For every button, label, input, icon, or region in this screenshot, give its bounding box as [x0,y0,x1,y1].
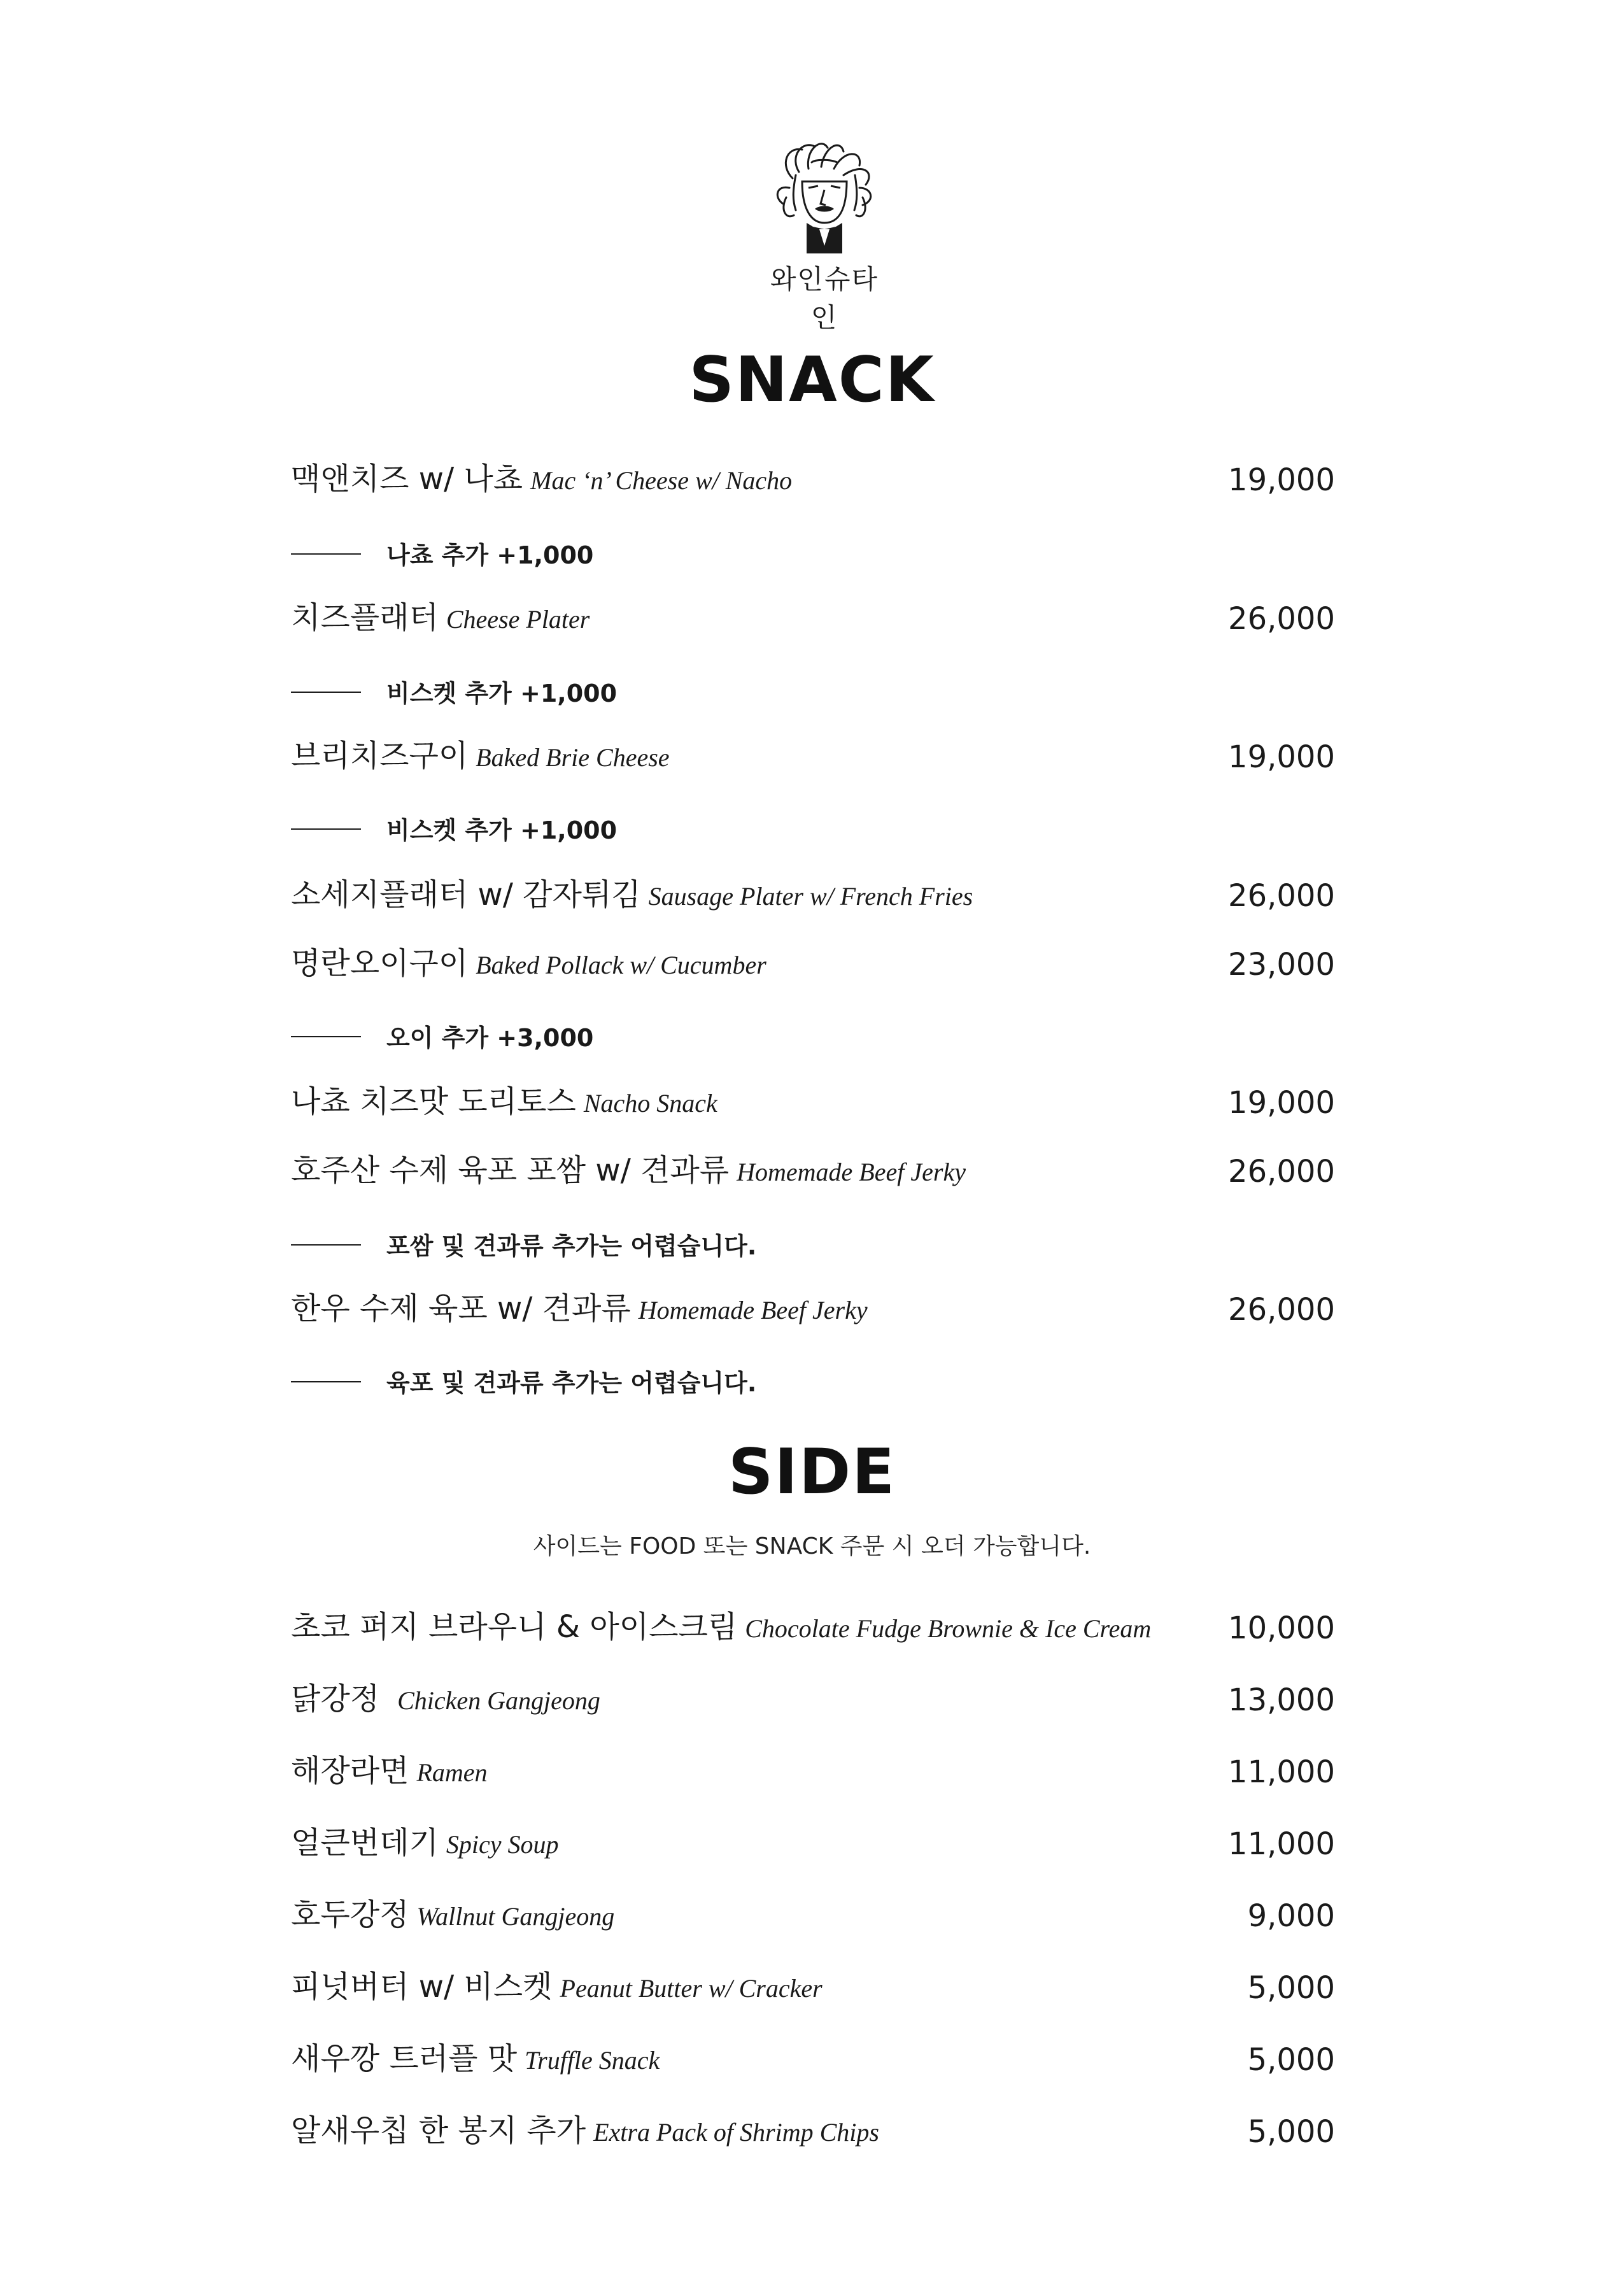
menu-item [291,597,1335,642]
menu-item [291,1679,1335,1723]
note-text: 오이 추가 +3,000 [386,1024,594,1052]
note-text: 비스켓 추가 +1,000 [386,816,618,844]
side-note: 사이드는 FOOD 또는 SNACK 주문 시 오더 가능합니다. [533,1533,1091,1559]
item-name-en: Chicken Gangjeong [397,1686,600,1715]
note-text: 포쌈 및 견과류 추가는 어렵습니다. [386,1232,757,1260]
item-name-en: Baked Pollack w/ Cucumber [476,951,766,979]
menu-item [291,2038,1335,2083]
menu-item [291,735,1335,780]
item-name-ko: 해장라면 [291,1753,409,1789]
item-name-en: Cheese Plater [446,605,590,634]
item-name-en: Baked Brie Cheese [476,743,670,772]
item-name-ko: 얼큰번데기 [291,1825,439,1861]
item-price: 5,000 [1247,2042,1335,2078]
item-name-ko: 피넛버터 w/ 비스켓 [291,1969,553,2005]
item-name-ko: 맥앤치즈 w/ 나쵸 [291,461,523,497]
menu-item [291,1750,1335,1795]
item-name-en: Spicy Soup [446,1830,559,1859]
note-text: 나쵸 추가 +1,000 [386,541,594,569]
logo-text: 와인슈타인 [770,264,879,333]
item-price: 26,000 [1228,601,1335,637]
item-name-en: Nacho Snack [583,1089,717,1118]
item-name-ko: 새우깡 트러플 맛 [291,2041,518,2077]
item-note [291,1360,1182,1398]
logo [761,134,888,333]
menu-item [291,943,1335,988]
item-name-ko: 한우 수제 육포 w/ 견과류 [291,1291,631,1326]
item-name-ko: 명란오이구이 [291,946,469,981]
item-name-en: Truffle Snack [525,2046,660,2075]
item-price: 11,000 [1228,1826,1335,1862]
note-dash [291,553,361,555]
note-dash [291,1036,361,1037]
item-name-en: Wallnut Gangjeong [416,1902,615,1931]
item-price: 5,000 [1247,2114,1335,2150]
item-note [291,670,1182,708]
item-name-ko: 브리치즈구이 [291,738,469,774]
item-name-en: Extra Pack of Shrimp Chips [593,2118,879,2147]
item-name-en: Sausage Plater w/ French Fries [648,882,973,911]
menu-item [291,2110,1335,2155]
item-price: 26,000 [1228,878,1335,914]
item-price: 5,000 [1247,1970,1335,2006]
menu-item [291,874,1335,919]
menu-item [291,1150,1335,1195]
item-price: 26,000 [1228,1154,1335,1189]
item-name-en: Peanut Butter w/ Cracker [560,1974,823,2003]
item-name-ko: 소세지플래터 w/ 감자튀김 [291,877,641,912]
item-name-ko: 알새우칩 한 봉지 추가 [291,2113,586,2148]
menu-item [291,1966,1335,2011]
menu-item [291,1288,1335,1333]
item-price: 19,000 [1228,1085,1335,1121]
item-name-ko: 호주산 수제 육포 포쌈 w/ 견과류 [291,1153,730,1188]
item-name-ko: 초코 퍼지 브라우니 & 아이스크림 [291,1609,738,1645]
side-title: SIDE [728,1436,896,1509]
menu-item [291,1081,1335,1126]
item-name-ko: 닭강정 [291,1681,380,1717]
item-name-ko: 치즈플래터 [291,600,439,635]
einstein-face-icon [767,134,882,255]
item-note [291,1014,1182,1053]
menu-item [291,1822,1335,1867]
item-note [291,807,1182,845]
item-name-en: Chocolate Fudge Brownie & Ice Cream [745,1614,1152,1643]
note-text: 비스켓 추가 +1,000 [386,679,618,707]
item-name-en: Mac ‘n’ Cheese w/ Nacho [530,466,793,495]
item-price: 26,000 [1228,1292,1335,1328]
item-price: 19,000 [1228,739,1335,775]
item-price: 11,000 [1228,1754,1335,1790]
item-name-ko: 나쵸 치즈맛 도리토스 [291,1084,576,1119]
item-price: 10,000 [1228,1610,1335,1646]
item-price: 13,000 [1228,1682,1335,1718]
item-price: 9,000 [1247,1898,1335,1934]
menu-item [291,458,1335,503]
item-name-ko: 호두강정 [291,1897,409,1933]
snack-title: SNACK [689,344,935,416]
note-dash [291,692,361,693]
menu-item [291,1894,1335,1939]
item-name-en: Homemade Beef Jerky [638,1296,868,1324]
note-dash [291,1244,361,1246]
item-note [291,1223,1182,1261]
menu-item [291,1607,1335,1651]
item-name-en: Homemade Beef Jerky [737,1158,966,1186]
item-price: 19,000 [1228,462,1335,498]
item-price: 23,000 [1228,947,1335,983]
item-name-en: Ramen [416,1758,488,1787]
item-note [291,532,1182,570]
note-dash [291,828,361,830]
note-dash [291,1381,361,1382]
note-text: 육포 및 견과류 추가는 어렵습니다. [386,1369,757,1397]
